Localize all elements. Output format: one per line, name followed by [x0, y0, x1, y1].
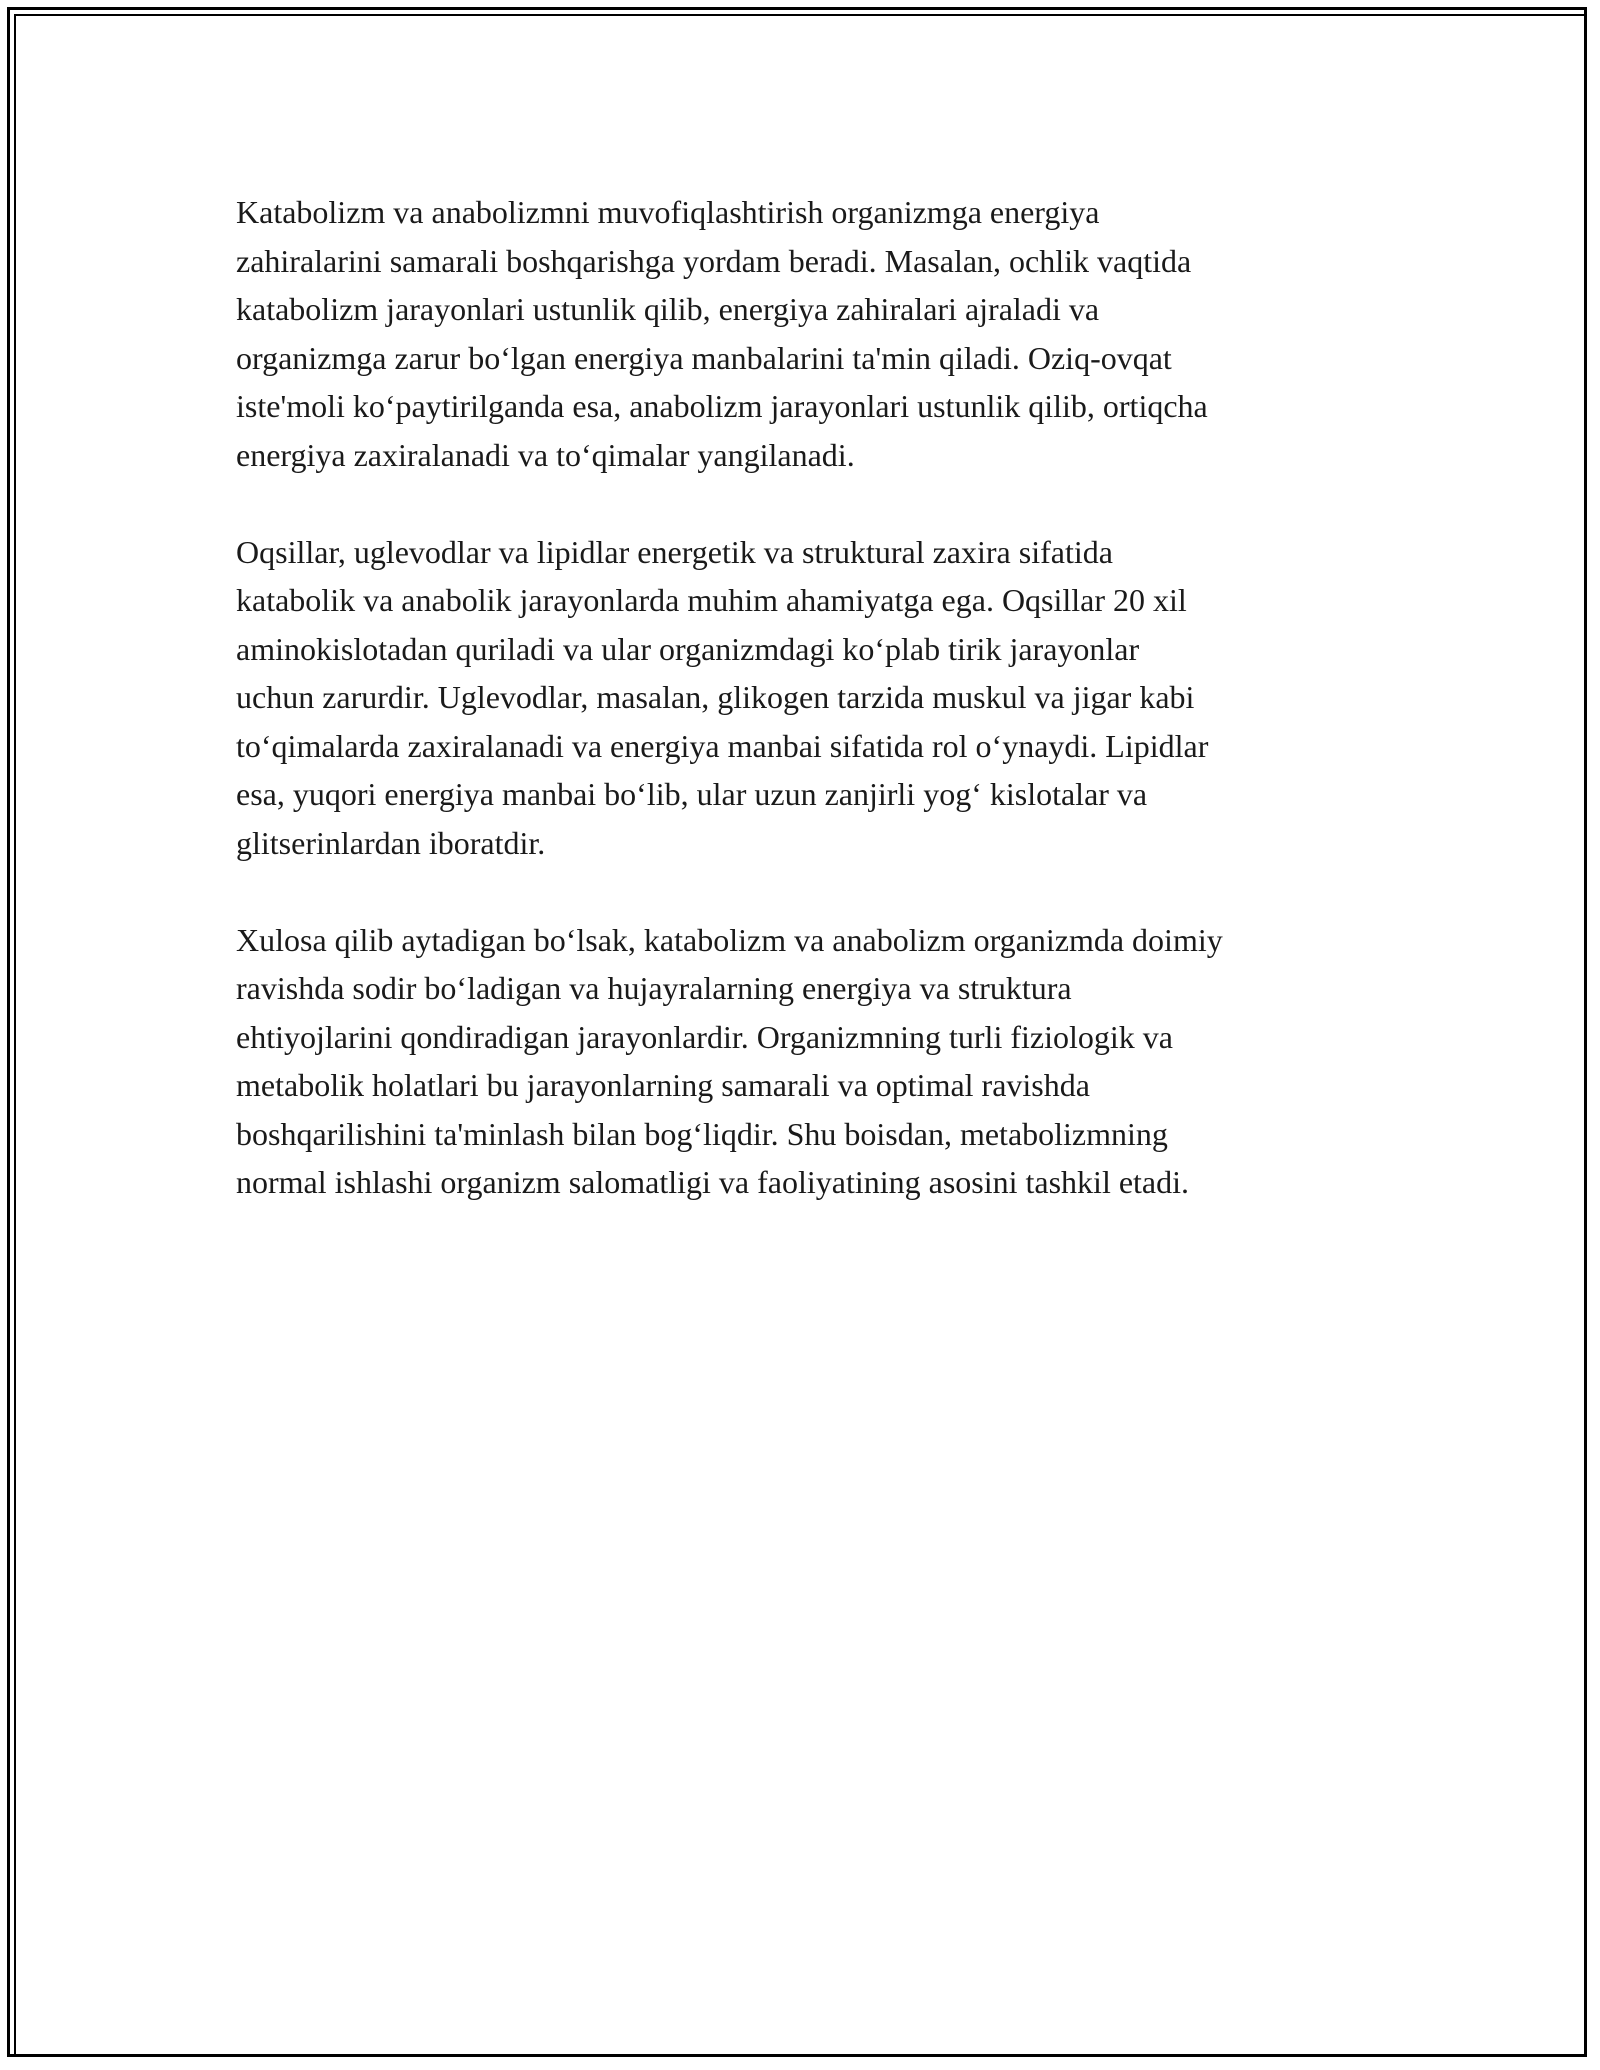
text-line: ehtiyojlarini qondiradigan jarayonlardir. Organizmning turli fiziologik va — [236, 1018, 1173, 1055]
text-line: esa, yuqori energiya manbai bo‘lib, ular uzun zanjirli yog‘ kislotalar va — [236, 776, 1148, 812]
text-line: Xulosa qilib aytadigan bo‘lsak, katabolizm va anabolizm organizmda doimiy — [236, 921, 1223, 958]
text-line: to‘qimalarda zaxiralanadi va energiya manbai sifatida rol o‘ynaydi. Lipidlar — [236, 727, 1209, 764]
paragraph-2 — [236, 528, 1386, 868]
text-line: boshqarilishini ta'minlash bilan bog‘liqdir. Shu boisdan, metabolizmning — [236, 1115, 1168, 1152]
text-line: organizmga zarur bo‘lgan energiya manbalarini ta'min qiladi. Oziq-ovqat — [236, 339, 1172, 376]
text-line: katabolizm jarayonlari ustunlik qilib, energiya zahiralari ajraladi va — [236, 291, 1100, 327]
text-line: uchun zarurdir. Uglevodlar, masalan, glikogen tarzida muskul va jigar kabi — [236, 679, 1195, 715]
text-line: katabolik va anabolik jarayonlarda muhim ahamiyatga ega. Oqsillar 20 xil — [236, 582, 1187, 618]
text-line: Katabolizm va anabolizmni muvofiqlashtirish organizmga energiya — [236, 194, 1100, 230]
text-line: Oqsillar, uglevodlar va lipidlar energetik va struktural zaxira sifatida — [236, 533, 1113, 570]
text-line: ravishda sodir bo‘ladigan va hujayralarning energiya va struktura — [236, 970, 1072, 1006]
text-line: normal ishlashi organizm salomatligi va faoliyatining asosini tashkil etadi. — [236, 1164, 1190, 1200]
text-line: zahiralarini samarali boshqarishga yordam beradi. Masalan, ochlik vaqtida — [236, 242, 1192, 279]
paragraph-3 — [236, 916, 1386, 1207]
text-line: aminokislotadan quriladi va ular organizmdagi ko‘plab tirik jarayonlar — [236, 630, 1140, 667]
text-line: glitserinlardan iboratdir. — [236, 824, 546, 861]
paragraph-1 — [236, 188, 1386, 479]
text-line: metabolik holatlari bu jarayonlarning samarali va optimal ravishda — [236, 1067, 1090, 1103]
document-body — [236, 188, 1386, 1255]
text-line: iste'moli ko‘paytirilganda esa, anabolizm jarayonlari ustunlik qilib, ortiqcha — [236, 388, 1208, 424]
text-line: energiya zaxiralanadi va to‘qimalar yangilanadi. — [236, 436, 855, 473]
